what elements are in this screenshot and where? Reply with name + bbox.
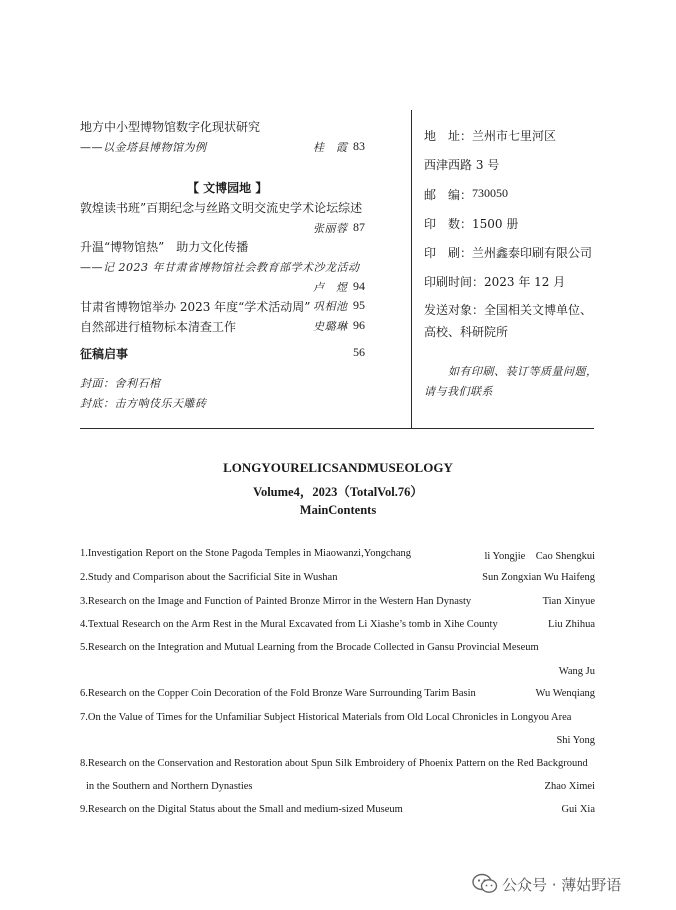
column-divider [411,110,412,428]
address-label: 地 址： [424,129,473,143]
english-entry-title: 9.Research on the Digital Status about the Small and medium-sized Museum [80,804,403,815]
english-entry-title: 6.Research on the Copper Coin Decoration of the Fold Bronze Ware Surrounding Tarim Basin [80,688,476,699]
english-entry-title: 4.Textual Research on the Arm Rest in the Mural Excavated from Li Xiashe’s tomb in Xihe County [80,619,498,630]
address-line-1: 兰州市七里河区 [472,129,557,143]
toc-item-author: 卢 煜 [313,281,348,294]
distribution-line-2: 高校、科研院所 [424,325,509,339]
postcode-label: 邮 编： [424,188,473,202]
distribution-label: 发送对象： [424,303,485,317]
toc-item-page: 96 [353,318,365,332]
english-entry-author: Zhao Ximei [544,781,595,792]
english-entry-title: 1.Investigation Report on the Stone Pagoda Temples in Miaowanzi,Yongchang [80,548,412,559]
print-count-label: 印 数： [424,217,473,231]
toc-item-author: 巩相池 [313,300,348,313]
toc-item-title: 自然部进行植物标本清查工作 [80,320,237,334]
toc-item-title: 敦煌读书班”百期纪念与丝路文明交流史学术论坛综述 [80,201,363,215]
english-entry-title: 7.On the Value of Times for the Unfamiliar Subject Historical Materials from Old Local Chronicles in Longyou Area [80,712,572,723]
journal-title: LONGYOURELICSANDMUSEOLOGY [223,460,453,475]
toc-item-title: 地方中小型博物馆数字化现状研究 [80,120,261,134]
volume-line: Volume4，2023（TotalVol.76） [253,485,423,499]
quality-notice-line-2: 请与我们联系 [424,385,493,398]
cover-front-caption: 封面：舍利石棺 [80,377,161,390]
distribution-line-1: 全国相关文博单位、 [484,303,593,317]
print-count-value: 1500 册 [472,217,519,231]
english-entry-author: Sun Zongxian Wu Haifeng [482,572,595,583]
toc-item-author: 张丽蓉 [313,222,348,235]
english-entry-author: Tian Xinyue [542,596,595,607]
watermark-text: 公众号 · 薄姑野语 [502,876,622,894]
toc-item-page: 87 [353,220,365,234]
toc-item-author: 桂 霞 [313,141,348,154]
toc-item-title: 征稿启事 [80,347,129,361]
main-contents-heading: MainContents [299,503,377,517]
english-entry-title: 2.Study and Comparison about the Sacrificial Site in Wushan [80,572,338,583]
cover-back-caption: 封底：击方响伎乐天雕砖 [80,397,207,410]
english-entry-author: Gui Xia [561,804,595,815]
english-entry-title: 3.Research on the Image and Function of Painted Bronze Mirror in the Western Han Dynasty [80,596,472,607]
english-entry-title: 8.Research on the Conservation and Restoration about Spun Silk Embroidery of Phoenix Pattern on the Red Background [80,758,588,769]
english-entry-author: Liu Zhihua [548,619,595,630]
english-entry-author: Wang Ju [558,666,595,677]
print-time-label: 印刷时间： [424,275,485,289]
section-heading: 【 文博园地 】 [187,181,268,195]
toc-item-subtitle: ——记 2023 年甘肃省博物馆社会教育部学术沙龙活动 [80,261,360,274]
wechat-icon [472,873,498,895]
toc-item-author: 史璐琳 [313,320,348,333]
toc-item-page: 94 [353,279,365,293]
toc-item-page: 95 [353,298,365,312]
toc-item-page: 83 [353,139,365,153]
postcode-value: 730050 [472,186,508,200]
english-entry-title-cont: in the Southern and Northern Dynasties [86,781,253,792]
toc-item-subtitle: ——以金塔县博物馆为例 [80,141,207,154]
horizontal-rule [80,428,594,429]
english-entry-author: Shi Yong [556,735,595,746]
address-line-2: 西津西路 3 号 [424,158,500,172]
printer-label: 印 刷： [424,246,473,260]
english-entry-author: Wu Wenqiang [535,688,595,699]
printer-value: 兰州鑫泰印刷有限公司 [472,246,593,260]
toc-item-title: 升温“博物馆热” 助力文化传播 [80,240,249,254]
toc-item-title: 甘肃省博物馆举办 2023 年度“学术活动周” [80,300,311,314]
quality-notice-line-1: 如有印刷、装订等质量问题， [448,365,598,378]
english-entry-title: 5.Research on the Integration and Mutual Learning from the Brocade Collected in Gansu Provincial Meseum [80,642,539,653]
print-time-value: 2023 年 12 月 [484,275,566,289]
english-entry-author: li Yongjie Cao Shengkui [484,551,595,562]
toc-item-page: 56 [353,345,365,359]
